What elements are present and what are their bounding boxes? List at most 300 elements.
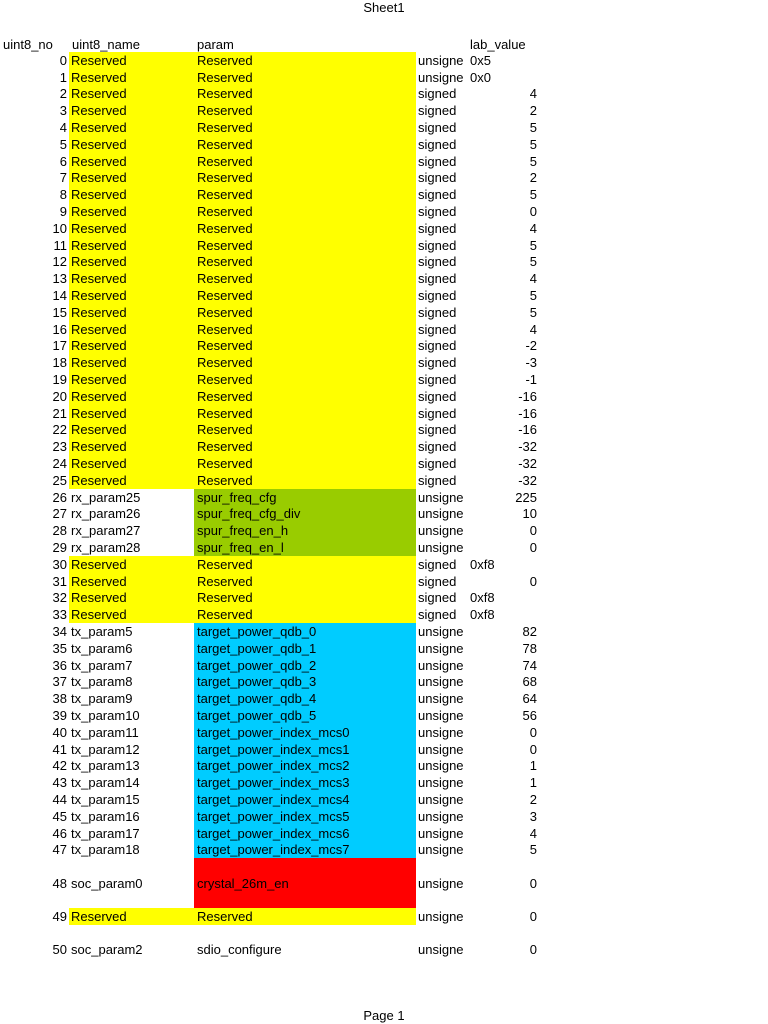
row-type: unsigne: [418, 825, 464, 841]
row-type: signed: [418, 170, 457, 186]
row-uint8-name: Reserved: [69, 170, 194, 187]
row-lab-value: -16: [518, 405, 537, 421]
row-number: 35: [52, 640, 67, 656]
table-row: [0, 304, 768, 321]
row-param: target_power_index_mcs6: [194, 825, 416, 842]
row-uint8-name: tx_param12: [71, 741, 140, 757]
row-type: unsigne: [418, 624, 464, 640]
row-param: target_power_index_mcs7: [194, 842, 416, 859]
table-row: [0, 808, 768, 825]
row-uint8-name: Reserved: [69, 237, 194, 254]
row-uint8-name: Reserved: [69, 573, 194, 590]
row-lab-value: 0: [529, 875, 537, 891]
row-type: signed: [418, 456, 457, 472]
row-lab-value: 0: [529, 204, 537, 220]
table-row: [0, 371, 768, 388]
row-uint8-name: Reserved: [69, 52, 194, 69]
row-type: unsigne: [418, 523, 464, 539]
row-lab-value: -16: [518, 388, 537, 404]
row-number: 18: [52, 355, 67, 371]
row-number: 14: [52, 288, 67, 304]
row-uint8-name: Reserved: [69, 254, 194, 271]
row-lab-value: 82: [522, 624, 537, 640]
row-param: Reserved: [194, 237, 416, 254]
row-lab-value: 4: [529, 220, 537, 236]
row-number: 43: [52, 775, 67, 791]
row-param: target_power_qdb_1: [194, 640, 416, 657]
row-lab-value: 2: [529, 792, 537, 808]
row-param: target_power_qdb_4: [194, 690, 416, 707]
row-number: 32: [52, 590, 67, 606]
row-number: 4: [59, 120, 67, 136]
row-uint8-name: Reserved: [69, 590, 194, 607]
row-uint8-name: tx_param5: [71, 624, 133, 640]
row-number: 27: [52, 506, 67, 522]
row-number: 33: [52, 607, 67, 623]
row-param: Reserved: [194, 136, 416, 153]
row-param: Reserved: [194, 438, 416, 455]
row-type: signed: [418, 136, 457, 152]
table-row: [0, 405, 768, 422]
row-type: signed: [418, 187, 457, 203]
table-row: [0, 321, 768, 338]
row-type: unsigne: [418, 808, 464, 824]
table-row: [0, 606, 768, 623]
row-uint8-name: Reserved: [69, 287, 194, 304]
row-number: 49: [52, 909, 67, 925]
table-row: [0, 472, 768, 489]
table-row: [0, 657, 768, 674]
row-type: signed: [418, 220, 457, 236]
row-type: signed: [418, 607, 457, 623]
row-type: unsigne: [418, 691, 464, 707]
row-type: unsigne: [418, 875, 464, 891]
row-uint8-name: tx_param18: [71, 842, 140, 858]
row-lab-value: 0: [529, 540, 537, 556]
row-type: unsigne: [418, 489, 464, 505]
row-number: 31: [52, 573, 67, 589]
row-uint8-name: soc_param0: [71, 875, 143, 891]
row-param: spur_freq_cfg_div: [194, 506, 416, 523]
row-number: 2: [59, 86, 67, 102]
row-param: Reserved: [194, 573, 416, 590]
header-uint8-name: uint8_name: [72, 37, 140, 52]
row-uint8-name: Reserved: [69, 388, 194, 405]
row-lab-value: 0: [529, 724, 537, 740]
table-row: [0, 455, 768, 472]
row-lab-value: 5: [529, 237, 537, 253]
table-row: [0, 136, 768, 153]
table-row: [0, 774, 768, 791]
row-uint8-name: Reserved: [69, 119, 194, 136]
row-type: signed: [418, 573, 457, 589]
row-uint8-name: tx_param10: [71, 708, 140, 724]
row-number: 40: [52, 724, 67, 740]
table-row: [0, 220, 768, 237]
row-number: 26: [52, 489, 67, 505]
row-uint8-name: tx_param8: [71, 674, 133, 690]
table-row: [0, 388, 768, 405]
row-type: signed: [418, 422, 457, 438]
row-type: signed: [418, 472, 457, 488]
row-lab-value: 4: [529, 86, 537, 102]
row-lab-value: 0: [529, 523, 537, 539]
row-number: 36: [52, 657, 67, 673]
row-lab-value: -16: [518, 422, 537, 438]
row-param: Reserved: [194, 203, 416, 220]
row-number: 5: [59, 136, 67, 152]
row-lab-value: 74: [522, 657, 537, 673]
row-param: Reserved: [194, 119, 416, 136]
row-number: 15: [52, 304, 67, 320]
row-uint8-name: Reserved: [69, 472, 194, 489]
row-uint8-name: Reserved: [69, 556, 194, 573]
row-lab-value: -3: [525, 355, 537, 371]
row-param: Reserved: [194, 153, 416, 170]
row-type: unsigne: [418, 540, 464, 556]
row-uint8-name: Reserved: [69, 186, 194, 203]
row-lab-value: 2: [529, 170, 537, 186]
row-lab-value: 5: [529, 254, 537, 270]
row-number: 48: [52, 875, 67, 891]
row-uint8-name: Reserved: [69, 270, 194, 287]
header-param: param: [197, 37, 234, 52]
row-number: 34: [52, 624, 67, 640]
row-number: 12: [52, 254, 67, 270]
row-lab-value: -1: [525, 372, 537, 388]
table-row: [0, 203, 768, 220]
row-param: crystal_26m_en: [194, 858, 416, 908]
table-row: [0, 489, 768, 506]
row-number: 17: [52, 338, 67, 354]
row-uint8-name: Reserved: [69, 321, 194, 338]
row-uint8-name: Reserved: [69, 422, 194, 439]
row-number: 1: [59, 69, 67, 85]
row-param: Reserved: [194, 455, 416, 472]
table-row: [0, 741, 768, 758]
row-uint8-name: Reserved: [69, 220, 194, 237]
table-row: [0, 254, 768, 271]
row-param: target_power_index_mcs0: [194, 724, 416, 741]
row-number: 22: [52, 422, 67, 438]
table-row: [0, 640, 768, 657]
row-type: signed: [418, 153, 457, 169]
row-number: 13: [52, 271, 67, 287]
row-uint8-name: soc_param2: [71, 942, 143, 958]
row-param: Reserved: [194, 270, 416, 287]
row-type: signed: [418, 405, 457, 421]
row-uint8-name: tx_param17: [71, 825, 140, 841]
row-uint8-name: Reserved: [69, 304, 194, 321]
row-type: unsigne: [418, 69, 464, 85]
table-row: [0, 941, 768, 958]
row-param: Reserved: [194, 388, 416, 405]
row-number: 23: [52, 439, 67, 455]
row-number: 37: [52, 674, 67, 690]
row-type: signed: [418, 372, 457, 388]
row-param: Reserved: [194, 590, 416, 607]
row-uint8-name: Reserved: [69, 102, 194, 119]
row-lab-value: 0xf8: [470, 590, 495, 606]
row-uint8-name: tx_param16: [71, 808, 140, 824]
row-uint8-name: tx_param11: [71, 724, 139, 740]
table-row: [0, 170, 768, 187]
header-lab-value: lab_value: [470, 37, 526, 52]
row-uint8-name: rx_param28: [71, 540, 141, 556]
table-row: [0, 506, 768, 523]
row-type: signed: [418, 120, 457, 136]
row-uint8-name: Reserved: [69, 908, 194, 925]
row-type: unsigne: [418, 792, 464, 808]
row-number: 28: [52, 523, 67, 539]
row-uint8-name: Reserved: [69, 86, 194, 103]
row-uint8-name: Reserved: [69, 455, 194, 472]
row-param: target_power_index_mcs3: [194, 774, 416, 791]
row-number: 24: [52, 456, 67, 472]
row-uint8-name: Reserved: [69, 153, 194, 170]
row-type: signed: [418, 86, 457, 102]
row-lab-value: 5: [529, 120, 537, 136]
row-type: signed: [418, 271, 457, 287]
row-type: signed: [418, 355, 457, 371]
table-row: [0, 522, 768, 539]
row-type: signed: [418, 254, 457, 270]
row-type: unsigne: [418, 708, 464, 724]
table-row: [0, 690, 768, 707]
row-number: 0: [59, 52, 67, 68]
table-row: [0, 438, 768, 455]
row-type: signed: [418, 590, 457, 606]
row-uint8-name: Reserved: [69, 338, 194, 355]
row-param: Reserved: [194, 52, 416, 69]
row-lab-value: 4: [529, 321, 537, 337]
row-uint8-name: tx_param13: [71, 758, 140, 774]
row-param: spur_freq_cfg: [194, 489, 416, 506]
row-lab-value: 4: [529, 271, 537, 287]
row-number: 20: [52, 388, 67, 404]
row-lab-value: 2: [529, 103, 537, 119]
row-lab-value: 225: [515, 489, 537, 505]
row-number: 6: [59, 153, 67, 169]
row-uint8-name: Reserved: [69, 203, 194, 220]
row-type: signed: [418, 388, 457, 404]
row-number: 50: [52, 942, 67, 958]
page-footer: Page 1: [363, 1008, 405, 1023]
table-row: [0, 539, 768, 556]
row-number: 7: [59, 170, 67, 186]
row-number: 47: [52, 842, 67, 858]
row-number: 3: [59, 103, 67, 119]
row-lab-value: 56: [522, 708, 537, 724]
row-number: 16: [52, 321, 67, 337]
table-row: [0, 119, 768, 136]
row-type: signed: [418, 288, 457, 304]
row-type: unsigne: [418, 674, 464, 690]
table-row: [0, 338, 768, 355]
table-row: [0, 422, 768, 439]
row-type: signed: [418, 204, 457, 220]
row-lab-value: 10: [522, 506, 537, 522]
row-number: 8: [59, 187, 67, 203]
row-type: signed: [418, 439, 457, 455]
row-param: Reserved: [194, 908, 416, 925]
row-param: Reserved: [194, 321, 416, 338]
table-row: [0, 153, 768, 170]
table-row: [0, 674, 768, 691]
table-row: [0, 758, 768, 775]
row-type: unsigne: [418, 741, 464, 757]
row-number: 10: [52, 220, 67, 236]
row-param: target_power_qdb_3: [194, 674, 416, 691]
row-lab-value: -32: [518, 456, 537, 472]
row-param: Reserved: [194, 354, 416, 371]
row-param: Reserved: [194, 86, 416, 103]
row-type: unsigne: [418, 842, 464, 858]
row-type: signed: [418, 321, 457, 337]
row-lab-value: 4: [529, 825, 537, 841]
sheet-title: Sheet1: [363, 0, 405, 15]
row-lab-value: 78: [522, 640, 537, 656]
row-number: 42: [52, 758, 67, 774]
row-number: 41: [52, 741, 67, 757]
table-row: [0, 842, 768, 859]
row-number: 11: [53, 237, 67, 253]
row-uint8-name: rx_param25: [71, 489, 141, 505]
row-type: signed: [418, 556, 457, 572]
table-row: [0, 858, 768, 908]
row-param: Reserved: [194, 254, 416, 271]
table-row: [0, 590, 768, 607]
row-param: target_power_index_mcs5: [194, 808, 416, 825]
row-type: unsigne: [418, 909, 464, 925]
table-row: [0, 573, 768, 590]
row-uint8-name: rx_param27: [71, 523, 141, 539]
row-param: Reserved: [194, 170, 416, 187]
row-type: signed: [418, 338, 457, 354]
table-row: [0, 102, 768, 119]
row-param: Reserved: [194, 69, 416, 86]
row-number: 9: [59, 204, 67, 220]
row-lab-value: 0: [529, 573, 537, 589]
row-uint8-name: Reserved: [69, 69, 194, 86]
row-lab-value: 1: [529, 775, 537, 791]
table-row: [0, 707, 768, 724]
table-row: [0, 69, 768, 86]
row-uint8-name: Reserved: [69, 354, 194, 371]
row-lab-value: 5: [529, 153, 537, 169]
row-uint8-name: Reserved: [69, 606, 194, 623]
row-type: signed: [418, 304, 457, 320]
row-lab-value: 3: [529, 808, 537, 824]
row-lab-value: 0xf8: [470, 607, 495, 623]
row-type: unsigne: [418, 775, 464, 791]
table-row: [0, 354, 768, 371]
row-lab-value: 0x5: [470, 52, 491, 68]
row-uint8-name: tx_param14: [71, 775, 140, 791]
row-param: target_power_index_mcs4: [194, 791, 416, 808]
row-type: unsigne: [418, 942, 464, 958]
row-lab-value: 64: [522, 691, 537, 707]
table-row: [0, 287, 768, 304]
row-lab-value: 0x0: [470, 69, 491, 85]
row-param: Reserved: [194, 371, 416, 388]
row-uint8-name: Reserved: [69, 438, 194, 455]
row-uint8-name: Reserved: [69, 136, 194, 153]
row-param: target_power_index_mcs1: [194, 741, 416, 758]
row-param: Reserved: [194, 422, 416, 439]
row-lab-value: 5: [529, 187, 537, 203]
row-param: Reserved: [194, 556, 416, 573]
row-param: Reserved: [194, 606, 416, 623]
row-number: 45: [52, 808, 67, 824]
row-type: unsigne: [418, 506, 464, 522]
row-number: 38: [52, 691, 67, 707]
row-param: Reserved: [194, 304, 416, 321]
row-param: target_power_index_mcs2: [194, 758, 416, 775]
row-lab-value: 5: [529, 136, 537, 152]
row-param: Reserved: [194, 338, 416, 355]
row-param: spur_freq_en_l: [194, 539, 416, 556]
row-type: unsigne: [418, 640, 464, 656]
row-lab-value: 5: [529, 304, 537, 320]
row-lab-value: 5: [529, 842, 537, 858]
row-lab-value: -32: [518, 472, 537, 488]
row-lab-value: 0xf8: [470, 556, 495, 572]
row-param: target_power_qdb_0: [194, 623, 416, 640]
table-row: [0, 623, 768, 640]
table-row: [0, 186, 768, 203]
row-number: 39: [52, 708, 67, 724]
row-param: Reserved: [194, 220, 416, 237]
row-param: target_power_qdb_2: [194, 657, 416, 674]
row-type: signed: [418, 237, 457, 253]
table-row: [0, 52, 768, 69]
row-uint8-name: rx_param26: [71, 506, 141, 522]
row-lab-value: 0: [529, 942, 537, 958]
table-row: [0, 908, 768, 925]
row-number: 25: [52, 472, 67, 488]
row-param: spur_freq_en_h: [194, 522, 416, 539]
table-row: [0, 237, 768, 254]
row-param: sdio_configure: [197, 942, 282, 958]
row-uint8-name: tx_param15: [71, 792, 140, 808]
header-uint8-no: uint8_no: [3, 37, 53, 52]
row-uint8-name: Reserved: [69, 371, 194, 388]
row-param: Reserved: [194, 472, 416, 489]
row-uint8-name: tx_param6: [71, 640, 133, 656]
table-row: [0, 724, 768, 741]
row-uint8-name: tx_param9: [71, 691, 133, 707]
row-lab-value: 5: [529, 288, 537, 304]
row-lab-value: 1: [529, 758, 537, 774]
row-lab-value: -32: [518, 439, 537, 455]
row-number: 30: [52, 556, 67, 572]
row-uint8-name: tx_param7: [71, 657, 133, 673]
row-type: unsigne: [418, 52, 464, 68]
row-type: unsigne: [418, 657, 464, 673]
row-lab-value: 68: [522, 674, 537, 690]
row-lab-value: 0: [529, 741, 537, 757]
row-number: 44: [52, 792, 67, 808]
table-row: [0, 791, 768, 808]
table-row: [0, 270, 768, 287]
row-uint8-name: Reserved: [69, 405, 194, 422]
table-row: [0, 86, 768, 103]
row-number: 21: [52, 405, 67, 421]
row-number: 19: [52, 372, 67, 388]
table-row: [0, 825, 768, 842]
row-type: signed: [418, 103, 457, 119]
